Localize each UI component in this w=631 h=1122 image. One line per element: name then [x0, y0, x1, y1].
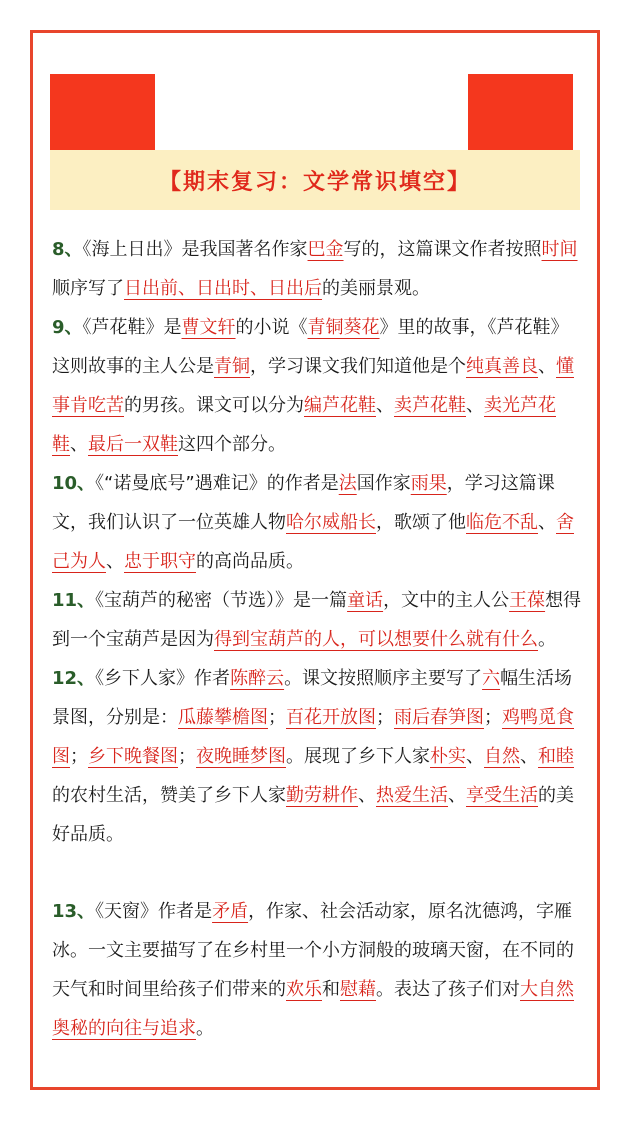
- body-text: 、: [70, 434, 88, 455]
- body-text: 、: [358, 785, 376, 806]
- page-title: 【期末复习：文学常识填空】: [50, 150, 580, 210]
- body-text: 、: [520, 746, 538, 767]
- answer-text: 自然: [484, 746, 520, 767]
- body-text: 、: [538, 512, 556, 533]
- item-number: 12、: [52, 668, 96, 689]
- answer-text: 王葆: [509, 590, 546, 611]
- answer-text: 青铜: [214, 356, 250, 377]
- answer-text: 朴实: [430, 746, 466, 767]
- answer-text: 慰藉: [340, 979, 376, 1000]
- body-text: 、: [538, 356, 556, 377]
- body-text: 顺序写了: [52, 278, 124, 299]
- answer-text: 巴金: [307, 239, 344, 260]
- answer-text: 和睦: [538, 746, 574, 767]
- answer-text: 时间: [541, 239, 578, 260]
- body-text: ；: [178, 746, 196, 767]
- exercise-paragraph: [52, 464, 582, 581]
- answer-text: 瓜藤攀檐图: [178, 707, 268, 728]
- item-number: 11、: [52, 590, 96, 611]
- body-text: ，文中的主人公: [383, 590, 510, 611]
- answer-text: 得到宝葫芦的人，可以想要什么就有什么: [214, 629, 538, 650]
- body-text: 、: [376, 395, 394, 416]
- body-text: ；: [376, 707, 394, 728]
- item-number: 8、: [52, 239, 83, 260]
- answer-text: 忠于职守: [124, 551, 196, 572]
- answer-text: 欢乐: [286, 979, 322, 1000]
- body-text: ；: [268, 707, 286, 728]
- answer-text: 哈尔威船长: [286, 512, 376, 533]
- answer-text: 百花开放图: [286, 707, 376, 728]
- body-text: 想得到一个宝葫芦是因为: [52, 590, 582, 650]
- body-text: 。: [538, 629, 556, 650]
- answer-text: 卖芦花鞋: [394, 395, 466, 416]
- item-number: 9、: [52, 317, 83, 338]
- answer-text: 热爱生活: [376, 785, 448, 806]
- body-text: 和: [322, 979, 340, 1000]
- answer-text: 夜晚睡梦图: [196, 746, 286, 767]
- body-text: 《海上日出》是我国著名作家: [82, 239, 308, 260]
- body-text: ；: [70, 746, 88, 767]
- body-text: 》里的故事，《芦花鞋》这则故事的主人公是: [52, 317, 569, 377]
- answer-text: 纯真善良: [466, 356, 538, 377]
- answer-text: 童话: [347, 590, 384, 611]
- answer-text: 六: [482, 668, 501, 689]
- body-text: 的男孩。课文可以分为: [124, 395, 304, 416]
- exercise-paragraph: [52, 230, 582, 308]
- answer-text: 临危不乱: [466, 512, 538, 533]
- body-text: 《宝葫芦的秘密（节选）》是一篇: [95, 590, 348, 611]
- body-text: 的农村生活，赞美了乡下人家: [52, 785, 286, 806]
- body-text: ，学习课文我们知道他是个: [250, 356, 466, 377]
- answer-text: 编芦花鞋: [304, 395, 376, 416]
- answer-text: 大自然奥秘的向往与追求: [52, 979, 574, 1039]
- answer-text: 舍己为人: [52, 512, 574, 572]
- answer-text: 法: [338, 473, 357, 494]
- answer-text: 雨果: [410, 473, 447, 494]
- body-text: 。: [196, 1018, 214, 1039]
- exercise-paragraph: [52, 892, 582, 1048]
- answer-text: 懂事肯吃苦: [52, 356, 574, 416]
- body-text: 《“诺曼底号”遇难记》的作者是: [95, 473, 339, 494]
- body-text: ，歌颂了他: [376, 512, 466, 533]
- body-text: 的美好品质。: [52, 785, 574, 845]
- body-text: 、: [106, 551, 124, 572]
- exercise-paragraph: [52, 308, 582, 464]
- answer-text: 陈醉云: [230, 668, 285, 689]
- body-text: 《芦花鞋》是: [82, 317, 182, 338]
- answer-text: 勤劳耕作: [286, 785, 358, 806]
- body-text: 写的，这篇课文作者按照: [343, 239, 542, 260]
- body-text: 的小说《: [235, 317, 308, 338]
- exercise-paragraph: [52, 581, 582, 659]
- answer-text: 日出前、日出时、日出后: [124, 278, 322, 299]
- exercise-list: [52, 230, 582, 1048]
- exercise-paragraph: [52, 659, 582, 854]
- answer-text: 鸡鸭觅食图: [52, 707, 574, 767]
- body-text: 的美丽景观。: [322, 278, 430, 299]
- body-text: 、: [466, 395, 484, 416]
- header-banner-blank: [155, 74, 468, 150]
- body-text: 。展现了乡下人家: [286, 746, 430, 767]
- answer-text: 享受生活: [466, 785, 538, 806]
- body-text: 、: [448, 785, 466, 806]
- body-text: 《乡下人家》作者: [95, 668, 231, 689]
- body-text: 《天窗》作者是: [95, 901, 213, 922]
- answer-text: 青铜葵花: [307, 317, 380, 338]
- answer-text: 乡下晚餐图: [88, 746, 178, 767]
- body-text: ，学习这篇课文，我们认识了一位英雄人物: [52, 473, 555, 533]
- body-text: 幅生活场景图，分别是：: [52, 668, 573, 728]
- body-text: 国作家: [356, 473, 411, 494]
- body-text: 、: [466, 746, 484, 767]
- body-text: ，作家、社会活动家，原名沈德鸿，字雁冰。一文主要描写了在乡村里一个小方洞般的玻璃天窗，在不同的天气和时间里给孩子们带来的: [52, 901, 574, 1000]
- body-text: 这四个部分。: [178, 434, 286, 455]
- body-text: ；: [484, 707, 502, 728]
- answer-text: 矛盾: [212, 901, 249, 922]
- item-number: 13、: [52, 901, 96, 922]
- body-text: 。课文按照顺序主要写了: [284, 668, 483, 689]
- answer-text: 曹文轩: [181, 317, 236, 338]
- body-text: 。表达了孩子们对: [376, 979, 520, 1000]
- answer-text: 卖光芦花鞋: [52, 395, 556, 455]
- answer-text: 雨后春笋图: [394, 707, 484, 728]
- item-number: 10、: [52, 473, 96, 494]
- answer-text: 最后一双鞋: [88, 434, 178, 455]
- paragraph-spacer: [52, 854, 582, 892]
- body-text: 的高尚品质。: [196, 551, 304, 572]
